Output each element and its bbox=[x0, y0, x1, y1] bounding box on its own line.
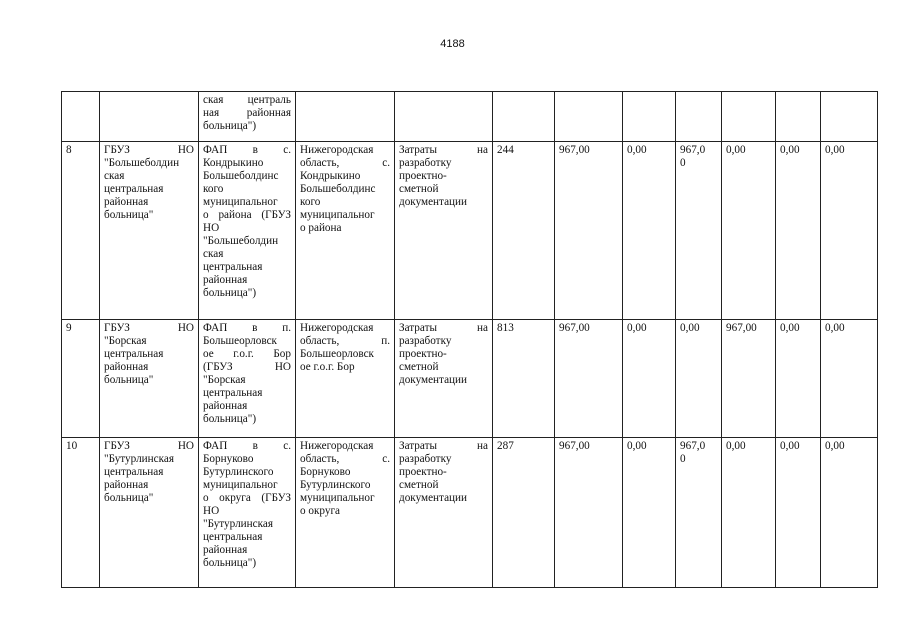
cell-text-line: 0,00 bbox=[825, 144, 845, 156]
amount-cell bbox=[776, 438, 821, 588]
cell-text-line: 244 bbox=[497, 144, 514, 156]
object-cell bbox=[199, 142, 296, 320]
row-number-cell bbox=[62, 438, 100, 588]
address-cell bbox=[296, 438, 395, 588]
cell-text-line: Большеболдинс bbox=[300, 183, 376, 195]
cell-text-line: 0,00 bbox=[726, 144, 746, 156]
cell-text-line: 0,00 bbox=[825, 322, 845, 334]
cell-text-line: Нижегородская bbox=[300, 144, 374, 156]
cell-text-line: ое г.о.г. Бор bbox=[203, 348, 291, 360]
cell-text-line: Борнуково bbox=[203, 453, 254, 465]
cell-text-line: Кондрыкино bbox=[300, 170, 361, 182]
cell-text-line: больница") bbox=[203, 557, 257, 569]
cell-text-line: 967,0 bbox=[680, 144, 706, 156]
expense-type-cell bbox=[395, 92, 493, 142]
cell-text-line: больница") bbox=[203, 287, 257, 299]
cell-text-line: больница") bbox=[203, 120, 257, 132]
cell-text-line: центральная bbox=[104, 466, 164, 478]
amount-cell bbox=[555, 92, 623, 142]
cell-text-line: кого bbox=[300, 196, 321, 208]
cell-text-line: ФАП в с. bbox=[203, 440, 291, 452]
cell-text-line: 0,00 bbox=[825, 440, 845, 452]
code-cell bbox=[493, 142, 555, 320]
amount-cell bbox=[555, 438, 623, 588]
code-cell bbox=[493, 320, 555, 438]
address-cell bbox=[296, 92, 395, 142]
cell-text-line: Большеболдинс bbox=[203, 170, 279, 182]
cell-text-line: о района (ГБУЗ bbox=[203, 209, 291, 221]
row-number-cell bbox=[62, 320, 100, 438]
table-row bbox=[62, 320, 878, 438]
cell-text-line: Нижегородская bbox=[300, 440, 374, 452]
cell-text-line: сметной bbox=[399, 183, 439, 195]
cell-text-line: о района bbox=[300, 222, 342, 234]
amount-cell bbox=[676, 92, 722, 142]
cell-text-line: муниципальног bbox=[203, 196, 278, 208]
cell-text-line: 0,00 bbox=[627, 144, 647, 156]
cell-text-line: ская централь bbox=[203, 94, 291, 106]
table-row bbox=[62, 142, 878, 320]
cell-text-line: "Борская bbox=[203, 374, 246, 386]
amount-cell bbox=[821, 92, 878, 142]
cell-text-line: 967,00 bbox=[559, 322, 590, 334]
expense-type-cell bbox=[395, 320, 493, 438]
cell-text-line: кого bbox=[203, 183, 224, 195]
cell-text-line: ФАП в п. bbox=[203, 322, 291, 334]
cell-text-line: районная bbox=[104, 196, 149, 208]
cell-text-line: ГБУЗ НО bbox=[104, 440, 194, 452]
amount-cell bbox=[776, 142, 821, 320]
cell-text-line: 967,0 bbox=[680, 440, 706, 452]
cell-text-line: муниципальног bbox=[300, 492, 375, 504]
cell-text-line: разработку bbox=[399, 157, 452, 169]
cell-text-line: проектно- bbox=[399, 170, 447, 182]
cell-text-line: Бутурлинского bbox=[300, 479, 371, 491]
cell-text-line: Большеорловск bbox=[300, 348, 374, 360]
amount-cell bbox=[821, 438, 878, 588]
cell-text-line: разработку bbox=[399, 453, 452, 465]
institution-cell bbox=[100, 142, 199, 320]
cell-text-line: больница") bbox=[203, 413, 257, 425]
cell-text-line: документации bbox=[399, 374, 467, 386]
cell-text-line: 9 bbox=[66, 322, 72, 334]
cell-text-line: ная районная bbox=[203, 107, 291, 119]
cell-text-line: область, п. bbox=[300, 335, 390, 347]
cell-text-line: 0,00 bbox=[780, 144, 800, 156]
cell-text-line: НО bbox=[203, 505, 220, 517]
object-cell bbox=[199, 92, 296, 142]
cell-text-line: ГБУЗ НО bbox=[104, 322, 194, 334]
cell-text-line: документации bbox=[399, 492, 467, 504]
cell-text-line: область, с. bbox=[300, 453, 390, 465]
cell-text-line: проектно- bbox=[399, 348, 447, 360]
cell-text-line: Нижегородская bbox=[300, 322, 374, 334]
cell-text-line: центральная bbox=[104, 183, 164, 195]
cell-text-line: 967,00 bbox=[559, 440, 590, 452]
cell-text-line: больница" bbox=[104, 492, 154, 504]
amount-cell bbox=[555, 320, 623, 438]
code-cell bbox=[493, 438, 555, 588]
cell-text-line: 0 bbox=[680, 453, 686, 465]
cell-text-line: 0,00 bbox=[780, 440, 800, 452]
cell-text-line: Борнуково bbox=[300, 466, 351, 478]
cell-text-line: Затраты на bbox=[399, 144, 488, 156]
cell-text-line: 0,00 bbox=[680, 322, 700, 334]
cell-text-line: документации bbox=[399, 196, 467, 208]
code-cell bbox=[493, 92, 555, 142]
cell-text-line: районная bbox=[104, 361, 149, 373]
cell-text-line: Кондрыкино bbox=[203, 157, 264, 169]
cell-text-line: проектно- bbox=[399, 466, 447, 478]
cell-text-line: "Борская bbox=[104, 335, 147, 347]
cell-text-line: муниципальног bbox=[203, 479, 278, 491]
cell-text-line: область, с. bbox=[300, 157, 390, 169]
table-row bbox=[62, 92, 878, 142]
amount-cell bbox=[722, 92, 776, 142]
cell-text-line: ФАП в с. bbox=[203, 144, 291, 156]
cell-text-line: 967,00 bbox=[726, 322, 757, 334]
cell-text-line: Большеорловск bbox=[203, 335, 277, 347]
cell-text-line: 0,00 bbox=[627, 440, 647, 452]
cell-text-line: 0,00 bbox=[780, 322, 800, 334]
institution-cell bbox=[100, 92, 199, 142]
cell-text-line: сметной bbox=[399, 361, 439, 373]
cell-text-line: "Большеболдин bbox=[203, 235, 279, 247]
cell-text-line: "Большеболдин bbox=[104, 157, 180, 169]
cell-text-line: муниципальног bbox=[300, 209, 375, 221]
expense-type-cell bbox=[395, 438, 493, 588]
cell-text-line: больница" bbox=[104, 374, 154, 386]
document-table bbox=[61, 91, 878, 588]
cell-text-line: районная bbox=[203, 274, 248, 286]
amount-cell bbox=[623, 320, 676, 438]
cell-text-line: ская bbox=[203, 248, 224, 260]
cell-text-line: ое г.о.г. Бор bbox=[300, 361, 355, 373]
cell-text-line: ская bbox=[104, 170, 125, 182]
amount-cell bbox=[776, 320, 821, 438]
cell-text-line: районная bbox=[104, 479, 149, 491]
institution-cell bbox=[100, 320, 199, 438]
amount-cell bbox=[776, 92, 821, 142]
cell-text-line: Затраты на bbox=[399, 322, 488, 334]
institution-cell bbox=[100, 438, 199, 588]
amount-cell bbox=[623, 92, 676, 142]
expense-type-cell bbox=[395, 142, 493, 320]
row-number-cell bbox=[62, 92, 100, 142]
cell-text-line: 10 bbox=[66, 440, 78, 452]
cell-text-line: о округа (ГБУЗ bbox=[203, 492, 291, 504]
cell-text-line: центральная bbox=[203, 531, 263, 543]
cell-text-line: районная bbox=[203, 400, 248, 412]
amount-cell bbox=[722, 142, 776, 320]
amount-cell bbox=[722, 438, 776, 588]
amount-cell bbox=[821, 320, 878, 438]
cell-text-line: 287 bbox=[497, 440, 514, 452]
cell-text-line: центральная bbox=[203, 261, 263, 273]
amount-cell bbox=[676, 320, 722, 438]
amount-cell bbox=[821, 142, 878, 320]
cell-text-line: 8 bbox=[66, 144, 72, 156]
cell-text-line: 0 bbox=[680, 157, 686, 169]
page-number: 4188 bbox=[440, 38, 465, 50]
amount-cell bbox=[722, 320, 776, 438]
cell-text-line: НО bbox=[203, 222, 220, 234]
amount-cell bbox=[676, 438, 722, 588]
cell-text-line: разработку bbox=[399, 335, 452, 347]
cell-text-line: центральная bbox=[203, 387, 263, 399]
cell-text-line: центральная bbox=[104, 348, 164, 360]
cell-text-line: 0,00 bbox=[726, 440, 746, 452]
cell-text-line: Затраты на bbox=[399, 440, 488, 452]
object-cell bbox=[199, 320, 296, 438]
amount-cell bbox=[623, 438, 676, 588]
row-number-cell bbox=[62, 142, 100, 320]
cell-text-line: (ГБУЗ НО bbox=[203, 361, 291, 373]
amount-cell bbox=[676, 142, 722, 320]
amount-cell bbox=[623, 142, 676, 320]
address-cell bbox=[296, 142, 395, 320]
cell-text-line: больница" bbox=[104, 209, 154, 221]
cell-text-line: Бутурлинского bbox=[203, 466, 274, 478]
cell-text-line: "Бутурлинская bbox=[104, 453, 174, 465]
cell-text-line: "Бутурлинская bbox=[203, 518, 273, 530]
cell-text-line: ГБУЗ НО bbox=[104, 144, 194, 156]
address-cell bbox=[296, 320, 395, 438]
cell-text-line: 967,00 bbox=[559, 144, 590, 156]
cell-text-line: 0,00 bbox=[627, 322, 647, 334]
cell-text-line: 813 bbox=[497, 322, 514, 334]
amount-cell bbox=[555, 142, 623, 320]
table-row bbox=[62, 438, 878, 588]
cell-text-line: районная bbox=[203, 544, 248, 556]
cell-text-line: сметной bbox=[399, 479, 439, 491]
object-cell bbox=[199, 438, 296, 588]
cell-text-line: о округа bbox=[300, 505, 341, 517]
